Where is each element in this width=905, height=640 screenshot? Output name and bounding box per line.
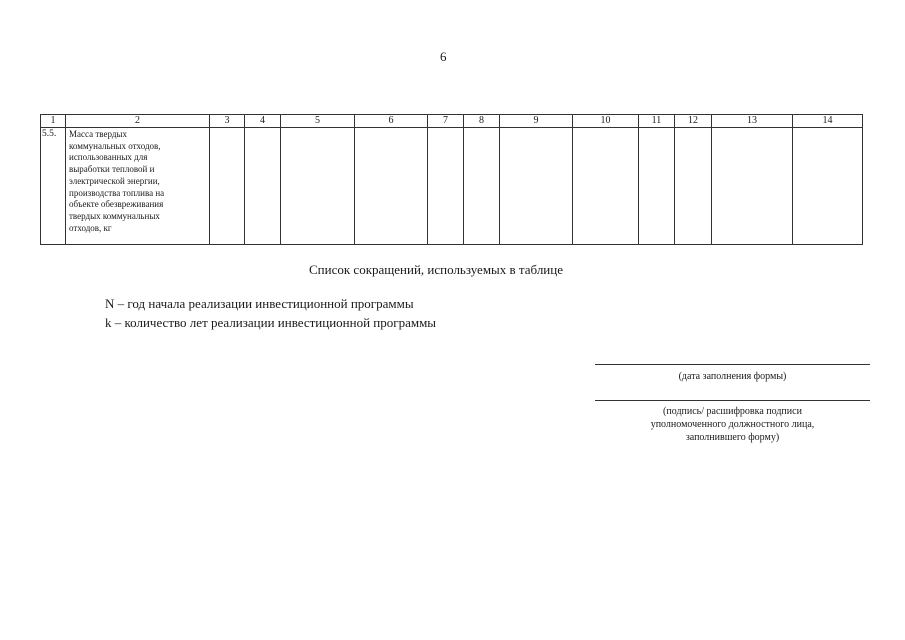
signer-caption-line: уполномоченного должностного лица, bbox=[650, 419, 815, 430]
value-cell bbox=[793, 128, 863, 245]
column-header: 10 bbox=[573, 115, 639, 128]
abbreviations-heading: Список сокращений, используемых в таблице bbox=[309, 262, 563, 277]
data-table bbox=[40, 114, 863, 245]
column-header: 12 bbox=[675, 115, 712, 128]
column-header: 9 bbox=[500, 115, 573, 128]
date-caption: (дата заполнения формы) bbox=[678, 371, 787, 382]
description-line: твердых коммунальных bbox=[69, 210, 160, 221]
column-header: 2 bbox=[66, 115, 210, 128]
table-header-row bbox=[41, 115, 863, 128]
column-header: 1 bbox=[41, 115, 66, 128]
value-cell bbox=[428, 128, 464, 245]
column-header: 4 bbox=[245, 115, 281, 128]
description-line: коммунальных отходов, bbox=[69, 140, 161, 151]
signature-line bbox=[595, 400, 870, 401]
value-cell bbox=[464, 128, 500, 245]
abbreviation-item: N – год начала реализации инвестиционной программы bbox=[105, 296, 414, 311]
table-row bbox=[41, 128, 863, 245]
description-line: выработки тепловой и bbox=[69, 164, 155, 175]
value-cell bbox=[281, 128, 355, 245]
signer-caption bbox=[595, 405, 870, 444]
column-header: 7 bbox=[428, 115, 464, 128]
value-cell bbox=[500, 128, 573, 245]
column-header: 3 bbox=[210, 115, 245, 128]
row-number: 5.5. bbox=[41, 128, 66, 245]
date-line bbox=[595, 364, 870, 365]
value-cell bbox=[245, 128, 281, 245]
description-line: электрической энергии, bbox=[69, 175, 160, 186]
column-header: 11 bbox=[639, 115, 675, 128]
value-cell bbox=[355, 128, 428, 245]
value-cell bbox=[712, 128, 793, 245]
abbreviation-item: k – количество лет реализации инвестиционной программы bbox=[105, 315, 437, 330]
description-line: отходов, кг bbox=[69, 222, 112, 233]
value-cell bbox=[210, 128, 245, 245]
row-description bbox=[66, 128, 210, 245]
description-line: использованных для bbox=[69, 152, 148, 163]
value-cell bbox=[675, 128, 712, 245]
signer-caption-line: (подпись/ расшифровка подписи bbox=[663, 406, 802, 417]
description-line: Масса твердых bbox=[69, 129, 127, 139]
column-header: 6 bbox=[355, 115, 428, 128]
column-header: 13 bbox=[712, 115, 793, 128]
column-header: 8 bbox=[464, 115, 500, 128]
description-line: объекте обезвреживания bbox=[69, 199, 164, 210]
column-header: 5 bbox=[281, 115, 355, 128]
value-cell bbox=[639, 128, 675, 245]
signer-caption-line: заполнившего форму) bbox=[685, 432, 780, 443]
page-number: 6 bbox=[440, 49, 447, 64]
column-header: 14 bbox=[793, 115, 863, 128]
description-line: производства топлива на bbox=[69, 187, 165, 198]
value-cell bbox=[573, 128, 639, 245]
